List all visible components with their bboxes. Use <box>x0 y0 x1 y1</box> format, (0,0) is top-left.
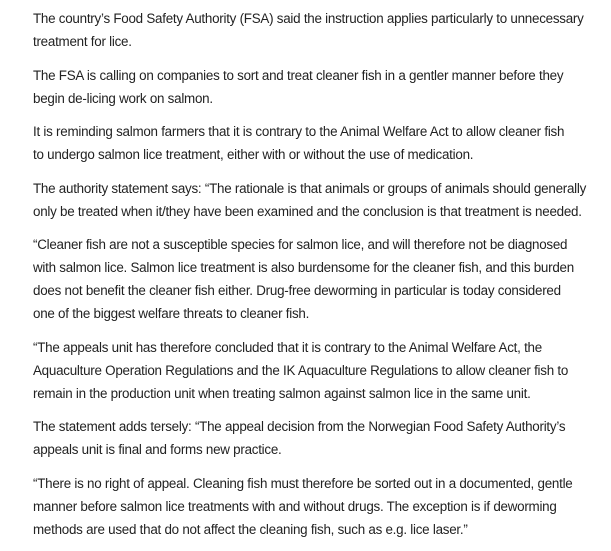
article-paragraph <box>33 120 608 166</box>
paragraph-line: “The appeals unit has therefore concluded that it is contrary to the Animal Welfare Act, the <box>33 339 542 355</box>
paragraph-line: The country’s Food Safety Authority (FSA) said the instruction applies particularly to unnecessary <box>33 11 584 26</box>
article-paragraph <box>33 7 608 53</box>
paragraph-line: appeals unit is final and forms new practice. <box>33 442 282 457</box>
article-paragraph <box>33 472 608 541</box>
paragraph-line: with salmon lice. Salmon lice treatment is also burdensome for the cleaner fish, and this burden <box>33 260 574 275</box>
paragraph-line: The statement adds tersely: “The appeal decision from the Norwegian Food Safety Authority’s <box>33 419 566 434</box>
paragraph-line: Aquaculture Operation Regulations and the IK Aquaculture Regulations to allow cleaner fish to <box>33 362 569 378</box>
paragraph-line: to undergo salmon lice treatment, either with or without the use of medication. <box>33 147 474 162</box>
paragraph-line: does not benefit the cleaner fish either. Drug-free deworming in particular is today considered <box>33 283 561 298</box>
paragraph-line: only be treated when it/they have been examined and the conclusion is that treatment is needed. <box>33 203 582 219</box>
paragraph-line: The authority statement says: “The rationale is that animals or groups of animals should generally <box>33 180 587 196</box>
paragraph-line: methods are used that do not affect the cleaning fish, such as e.g. lice laser.” <box>33 521 468 537</box>
paragraph-line: remain in the production unit when treating salmon against salmon lice in the same unit. <box>33 385 531 401</box>
article-paragraph <box>33 415 608 461</box>
paragraph-line: “There is no right of appeal. Cleaning fish must therefore be sorted out in a documented, gentle <box>33 475 573 491</box>
paragraph-line: treatment for lice. <box>33 34 132 49</box>
paragraph-line: manner before salmon lice treatments with and without drugs. The exception is if deworming <box>33 498 557 514</box>
article-paragraph <box>33 336 608 405</box>
paragraph-line: begin de-licing work on salmon. <box>33 90 213 106</box>
article-paragraph <box>33 233 608 325</box>
paragraph-line: one of the biggest welfare threats to cleaner fish. <box>33 306 310 321</box>
paragraph-line: The FSA is calling on companies to sort and treat cleaner fish in a gentler manner before they <box>33 67 564 83</box>
paragraph-line: It is reminding salmon farmers that it is contrary to the Animal Welfare Act to allow cleaner fish <box>33 124 565 139</box>
article-paragraph <box>33 177 608 223</box>
article-body <box>33 7 608 551</box>
paragraph-line: “Cleaner fish are not a susceptible species for salmon lice, and will therefore not be diagnosed <box>33 237 568 252</box>
article-paragraph <box>33 64 608 110</box>
